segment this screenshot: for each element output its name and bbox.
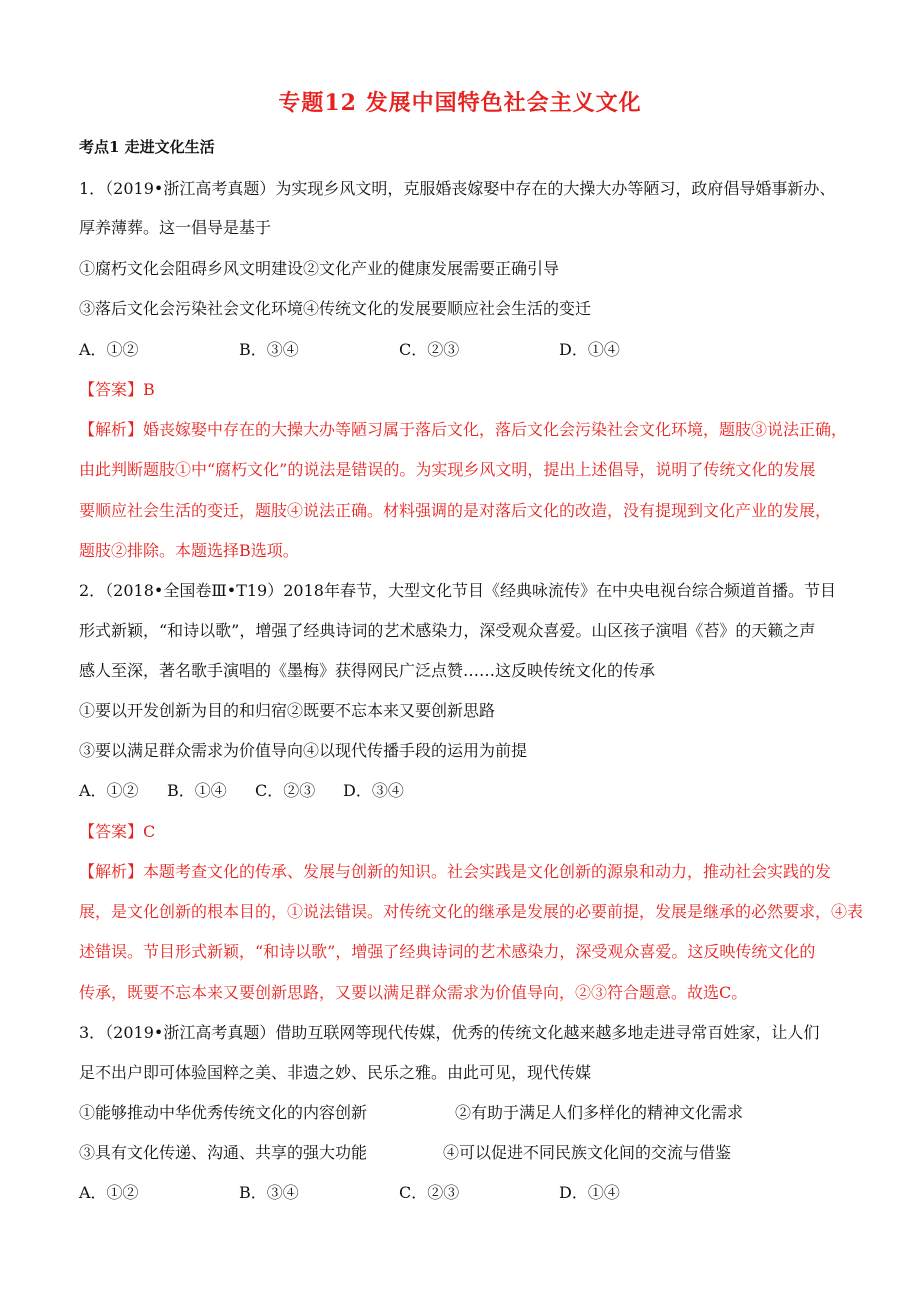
q2-option-d: D．③④ bbox=[343, 781, 404, 800]
q1-analysis-line: 由此判断题肢①中“腐朽文化”的说法是错误的。为实现乡风文明，提出上述倡导，说明了传统文化的发展 bbox=[79, 460, 816, 479]
q1-option-c: C．②③ bbox=[399, 340, 460, 359]
q3-stem-line: 3．（2019•浙江高考真题）借助互联网等现代传媒，优秀的传统文化越来越多地走进寻常百姓家，让人们 bbox=[79, 1023, 820, 1042]
q3-option-b: B．③④ bbox=[239, 1183, 299, 1202]
q1-stem-line: 1．（2019•浙江高考真题）为实现乡风文明，克服婚丧嫁娶中存在的大操大办等陋习，政府倡导婚事新办、 bbox=[79, 179, 836, 198]
q2-stem-line: 2．（2018•全国卷Ⅲ•T19）2018年春节，大型文化节目《经典咏流传》在中央电视台综合频道首播。节目 bbox=[79, 581, 836, 600]
q2-analysis-line: 【解析】本题考查文化的传承、发展与创新的知识。社会实践是文化创新的源泉和动力，推动社会实践的发 bbox=[79, 862, 832, 881]
q1-option-b: B．③④ bbox=[239, 340, 299, 359]
q1-option-a: A．①② bbox=[79, 340, 139, 359]
q2-stem-line: ①要以开发创新为目的和归宿②既要不忘本来又要创新思路 bbox=[79, 701, 496, 720]
q3-choice-2: ②有助于满足人们多样化的精神文化需求 bbox=[455, 1103, 744, 1122]
q2-stem-line: ③要以满足群众需求为价值导向④以现代传播手段的运用为前提 bbox=[79, 741, 528, 760]
q1-stem-line: ③落后文化会污染社会文化环境④传统文化的发展要顺应社会生活的变迁 bbox=[79, 299, 592, 318]
q3-option-d: D．①④ bbox=[559, 1183, 620, 1202]
q1-stem-line: ①腐朽文化会阻碍乡风文明建设②文化产业的健康发展需要正确引导 bbox=[79, 259, 560, 278]
q3-option-a: A．①② bbox=[79, 1183, 139, 1202]
q1-stem-line: 厚养薄葬。这一倡导是基于 bbox=[79, 218, 272, 237]
q2-answer: 【答案】C bbox=[79, 822, 156, 841]
q2-option-a: A．①② bbox=[79, 781, 139, 800]
q1-analysis-line: 【解析】婚丧嫁娶中存在的大操大办等陋习属于落后文化，落后文化会污染社会文化环境，题肢③说法正确， bbox=[79, 420, 848, 439]
q3-choice-3: ③具有文化传递、沟通、共享的强大功能 bbox=[79, 1143, 368, 1162]
q3-option-c: C．②③ bbox=[399, 1183, 460, 1202]
q2-analysis-line: 展，是文化创新的根本目的，①说法错误。对传统文化的继承是发展的必要前提，发展是继承的必然要求，④表 bbox=[79, 902, 864, 921]
q2-stem-line: 感人至深，著名歌手演唱的《墨梅》获得网民广泛点赞……这反映传统文化的传承 bbox=[79, 661, 656, 680]
page-title: 专题12 发展中国特色社会主义文化 bbox=[278, 90, 642, 116]
section-heading: 考点1 走进文化生活 bbox=[79, 138, 215, 156]
q1-analysis-line: 题肢②排除。本题选择B选项。 bbox=[79, 541, 299, 560]
q2-stem-line: 形式新颖，“和诗以歌”，增强了经典诗词的艺术感染力，深受观众喜爱。山区孩子演唱《苔》的天籁之声 bbox=[79, 621, 816, 640]
q3-choice-4: ④可以促进不同民族文化间的交流与借鉴 bbox=[443, 1143, 732, 1162]
q2-option-c: C．②③ bbox=[255, 781, 316, 800]
q2-analysis-line: 传承，既要不忘本来又要创新思路，又要以满足群众需求为价值导向，②③符合题意。故选C。 bbox=[79, 983, 748, 1002]
q3-choice-1: ①能够推动中华优秀传统文化的内容创新 bbox=[79, 1103, 368, 1122]
q3-stem-line: 足不出户即可体验国粹之美、非遗之妙、民乐之雅。由此可见，现代传媒 bbox=[79, 1063, 592, 1082]
q1-option-d: D．①④ bbox=[559, 340, 620, 359]
q1-analysis-line: 要顺应社会生活的变迁，题肢④说法正确。材料强调的是对落后文化的改造，没有提现到文化产业的发展， bbox=[79, 501, 832, 520]
q2-option-b: B．①④ bbox=[167, 781, 227, 800]
q1-answer: 【答案】B bbox=[79, 380, 155, 399]
q2-analysis-line: 述错误。节目形式新颖，“和诗以歌”，增强了经典诗词的艺术感染力，深受观众喜爱。这反映传统文化的 bbox=[79, 942, 816, 961]
